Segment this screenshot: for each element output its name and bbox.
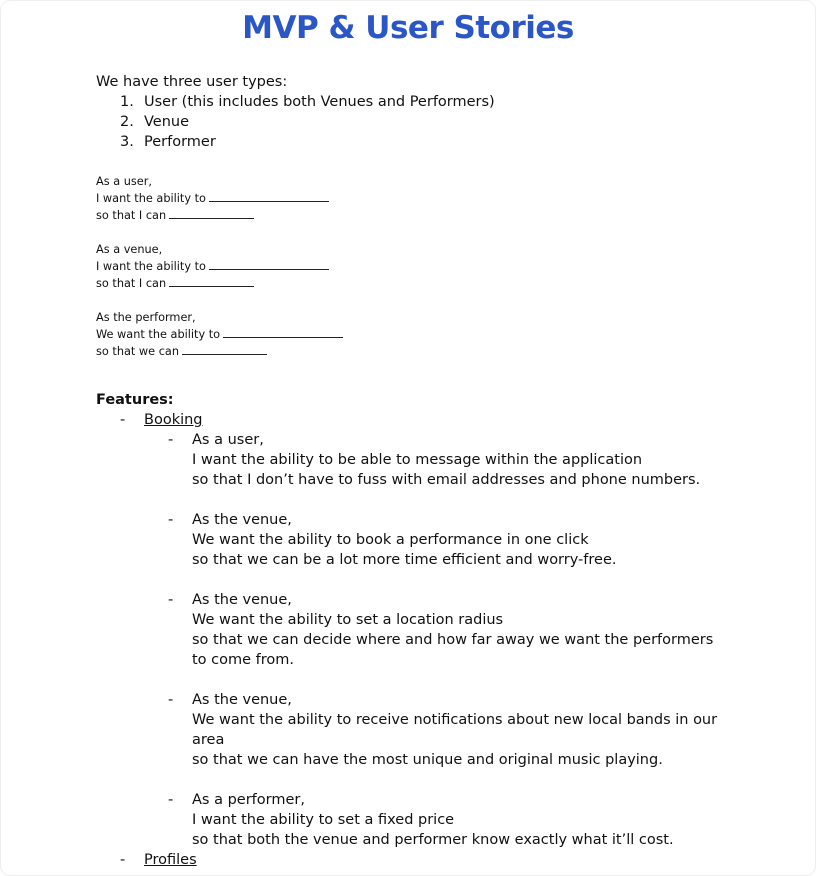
list-item-label: User (this includes both Venues and Performers) <box>144 94 495 110</box>
template-text: I want the ability to <box>96 260 206 273</box>
story-line: As the venue, <box>192 592 292 608</box>
dash-bullet: - <box>168 432 174 448</box>
blank-line <box>209 268 329 270</box>
user-story <box>96 690 736 770</box>
blank-line <box>182 353 267 355</box>
story-line: As the venue, <box>192 692 292 708</box>
blank-line <box>169 217 254 219</box>
story-line: As the venue, <box>192 512 292 528</box>
feature-label: Profiles <box>144 852 197 868</box>
story-line: As a performer, <box>192 792 305 808</box>
template-line <box>96 258 736 275</box>
blank-line <box>223 336 343 338</box>
list-item-label: Venue <box>144 114 190 130</box>
document-body <box>96 72 736 870</box>
dash-bullet: - <box>120 412 126 428</box>
story-line: so that I don’t have to fuss with email addresses and phone numbers. <box>192 472 701 488</box>
user-types-list <box>96 92 736 152</box>
blank-line <box>209 200 329 202</box>
template-text: so that I can <box>96 277 167 290</box>
story-line: We want the ability to set a location radius <box>192 612 504 628</box>
template-line <box>96 343 736 360</box>
features-heading: Features: <box>96 392 174 408</box>
dash-bullet: - <box>168 792 174 808</box>
story-line: We want the ability to receive notifications about new local bands in our area <box>192 712 718 748</box>
template-text: so that I can <box>96 209 167 222</box>
template-text: We want the ability to <box>96 328 221 341</box>
story-template <box>96 309 736 360</box>
intro-text: We have three user types: <box>96 74 288 90</box>
template-line: As a user, <box>96 175 152 188</box>
user-story <box>96 510 736 570</box>
template-text: I want the ability to <box>96 192 206 205</box>
template-line <box>96 207 736 224</box>
user-story <box>96 590 736 670</box>
blank-line <box>169 285 254 287</box>
user-story <box>96 790 736 850</box>
story-line: so that we can decide where and how far away we want the performers to come from. <box>192 632 714 668</box>
list-number: 2. <box>120 114 134 130</box>
dash-bullet: - <box>168 592 174 608</box>
list-item <box>96 92 736 112</box>
template-line: As a venue, <box>96 243 163 256</box>
story-line: I want the ability to be able to message within the application <box>192 452 643 468</box>
template-text: so that we can <box>96 345 179 358</box>
story-line: so that we can be a lot more time efficient and worry-free. <box>192 552 617 568</box>
template-line <box>96 275 736 292</box>
story-template <box>96 241 736 292</box>
list-item-label: Performer <box>144 134 216 150</box>
template-line <box>96 190 736 207</box>
list-number: 1. <box>120 94 134 110</box>
template-line: As the performer, <box>96 311 196 324</box>
dash-bullet: - <box>120 852 126 868</box>
feature-item-booking <box>96 410 736 430</box>
template-line <box>96 326 736 343</box>
page-title: MVP & User Stories <box>242 10 574 46</box>
dash-bullet: - <box>168 692 174 708</box>
dash-bullet: - <box>168 512 174 528</box>
story-line: so that both the venue and performer know exactly what it’ll cost. <box>192 832 674 848</box>
story-line: so that we can have the most unique and original music playing. <box>192 752 663 768</box>
feature-label: Booking <box>144 412 203 428</box>
list-number: 3. <box>120 134 134 150</box>
feature-item-profiles <box>96 850 736 870</box>
story-line: As a user, <box>192 432 264 448</box>
story-template <box>96 173 736 224</box>
story-line: I want the ability to set a fixed price <box>192 812 455 828</box>
list-item <box>96 132 736 152</box>
user-story <box>96 430 736 490</box>
list-item <box>96 112 736 132</box>
story-line: We want the ability to book a performance in one click <box>192 532 589 548</box>
